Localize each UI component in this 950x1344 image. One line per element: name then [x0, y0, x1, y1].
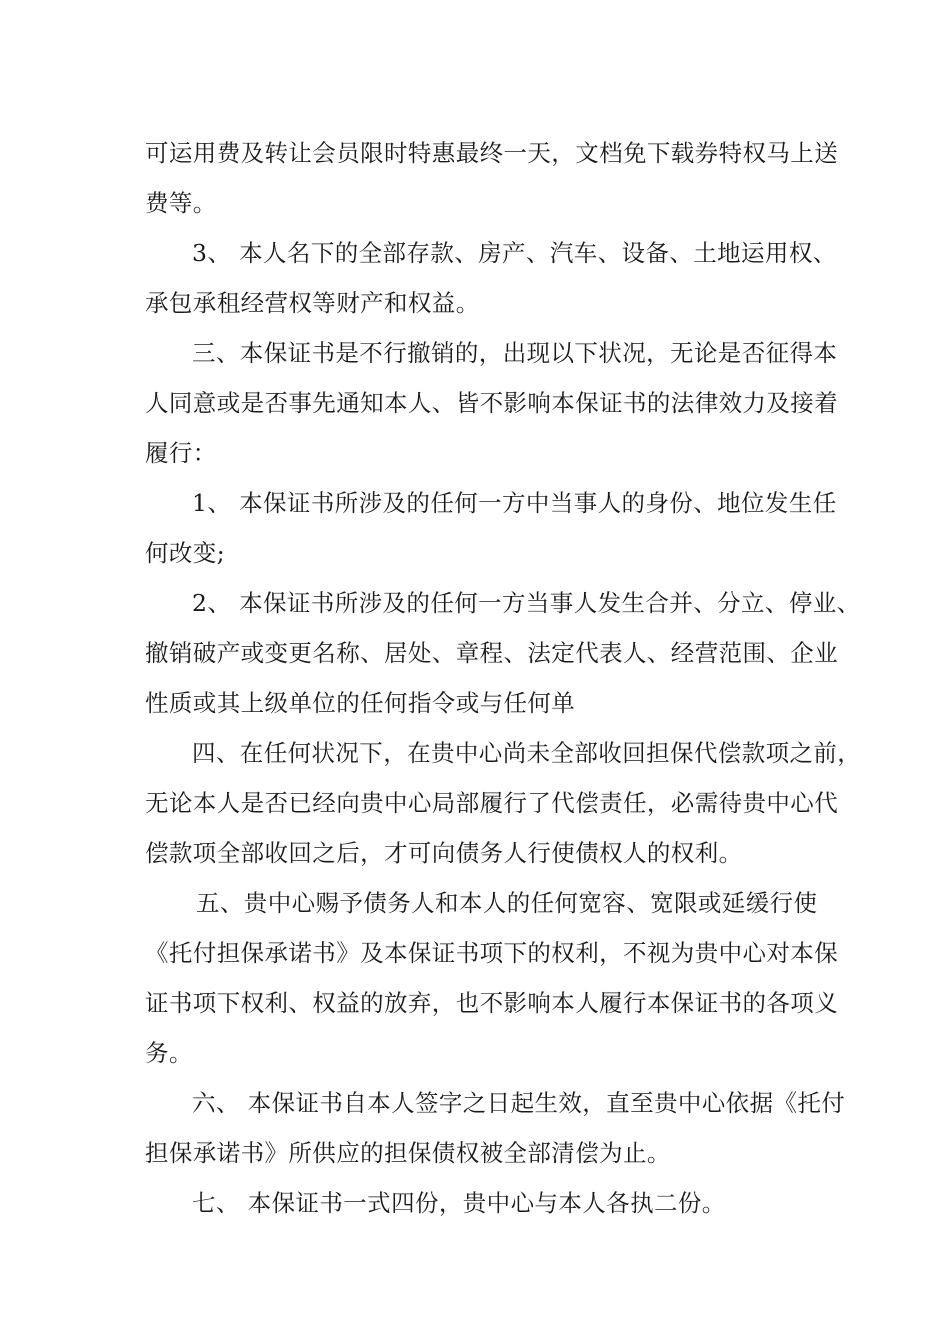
text-line: 无论本人是否已经向贵中心局部履行了代偿责任，必需待贵中心代 — [145, 789, 839, 817]
text-line: 何改变; — [145, 539, 226, 567]
text-line: 担保承诺书》所供应的担保债权被全部清偿为止。 — [145, 1139, 671, 1167]
text-line: 撤销破产或变更名称、居处、章程、法定代表人、经营范围、企业 — [145, 639, 839, 667]
text-line: 《托付担保承诺书》及本保证书项下的权利，不视为贵中心对本保 — [145, 939, 839, 967]
text-line: 性质或其上级单位的任何指令或与任何单 — [145, 689, 576, 717]
text-line: 四、在任何状况下，在贵中心尚未全部收回担保代偿款项之前， — [192, 739, 862, 767]
text-line: 三、本保证书是不行撤销的，出现以下状况，无论是否征得本 — [192, 339, 838, 367]
text-line: 费等。 — [145, 189, 217, 217]
text-line: 人同意或是否事先通知本人、皆不影响本保证书的法律效力及接着 — [145, 389, 839, 417]
text-line: 3、 本人名下的全部存款、房产、汽车、设备、土地运用权、 — [192, 239, 837, 267]
text-line: 偿款项全部收回之后，才可向债务人行使债权人的权利。 — [145, 839, 743, 867]
text-line: 六、 本保证书自本人签字之日起生效，直至贵中心依据《托付 — [192, 1089, 846, 1117]
text-line: 2、 本保证书所涉及的任何一方当事人发生合并、分立、停业、 — [192, 589, 861, 617]
text-line: 证书项下权利、权益的放弃，也不影响本人履行本保证书的各项义 — [145, 989, 839, 1017]
text-line: 七、 本保证书一式四份，贵中心与本人各执二份。 — [192, 1189, 726, 1217]
text-line: 五、贵中心赐予债务人和本人的任何宽容、宽限或延缓行使 — [196, 889, 818, 917]
text-line: 可运用费及转让会员限时特惠最终一天，文档免下载券特权马上送 — [145, 139, 839, 167]
text-line: 务。 — [145, 1039, 193, 1067]
text-line: 承包承租经营权等财产和权益。 — [145, 289, 480, 317]
text-line: 履行： — [145, 439, 217, 467]
text-line: 1、 本保证书所涉及的任何一方中当事人的身份、地位发生任 — [192, 489, 837, 517]
